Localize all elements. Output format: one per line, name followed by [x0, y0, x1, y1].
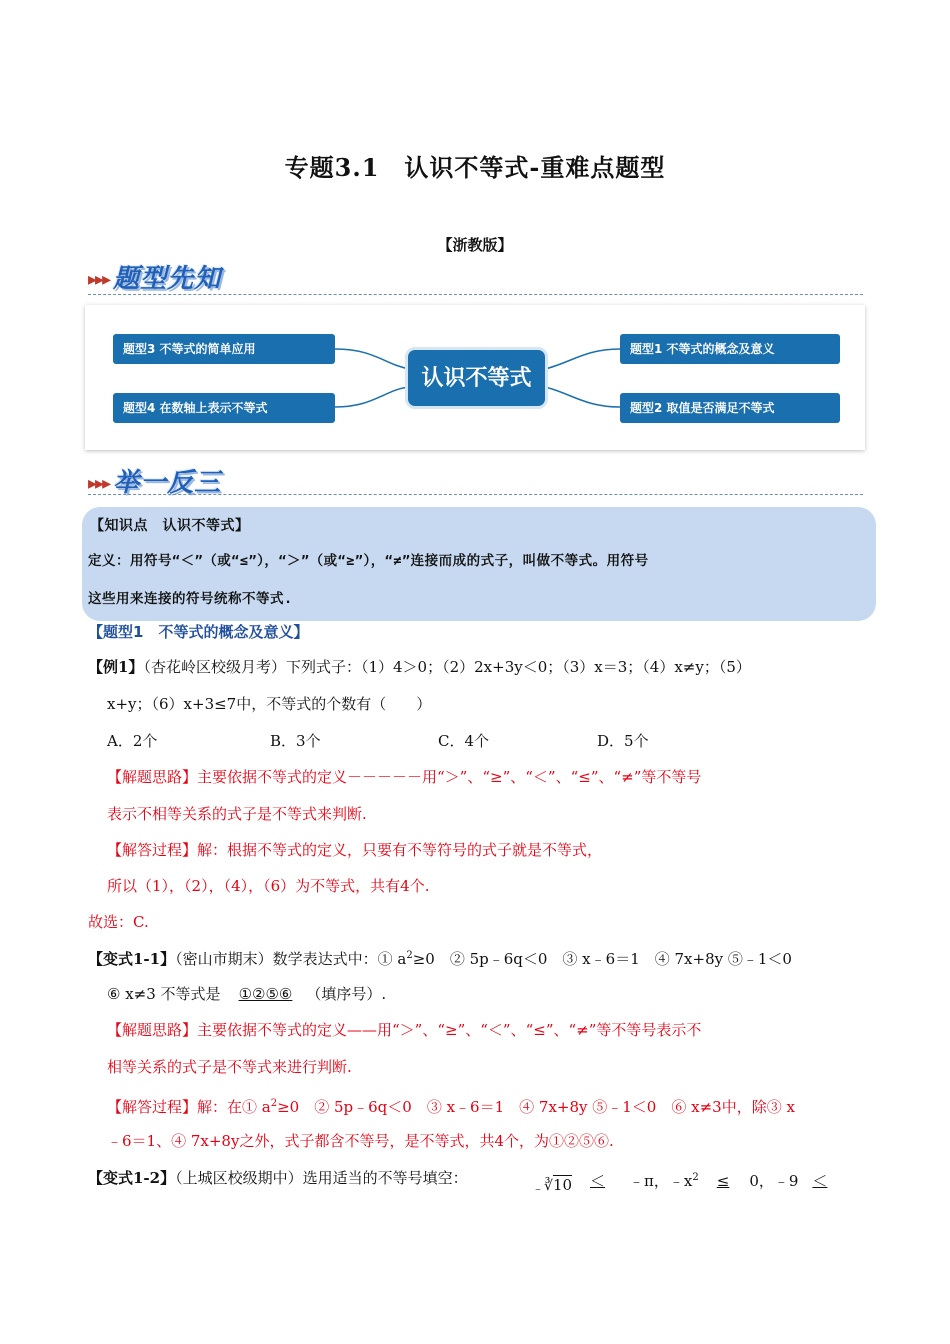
expr-after-2: 0，﹣9 — [749, 1172, 799, 1190]
idea-label: 【解题思路】 — [107, 1021, 198, 1039]
example1-idea-line1 — [107, 767, 701, 787]
mindmap-node-type2: 题型2 取值是否满足不等式 — [620, 393, 840, 423]
variant1-1-process-line1 — [107, 1094, 795, 1117]
superscript: 2 — [406, 950, 413, 961]
knowledge-definition-line2: 这些用来连接的符号统称不等式. — [88, 591, 293, 607]
idea-text: 主要依据不等式的定义——用“＞”、“≥”、“＜”、“≤”、“≠”等不等号表示不 — [197, 1021, 702, 1039]
blank-2: ≤ — [716, 1172, 730, 1190]
page-title: 专题3.1 认识不等式-重难点题型 — [284, 153, 666, 182]
variant1-2-text: （上城区校级期中）选用适当的不等号填空： — [175, 1169, 468, 1187]
example1-label: 【例1】 — [88, 658, 144, 676]
process-label: 【解答过程】 — [107, 841, 198, 859]
banner-text: 举一反三 — [113, 468, 222, 498]
banner-arrows-icon: ▸▸▸ — [88, 269, 110, 290]
variant1-1-text-b: ≥0 ② 5p﹣6q＜0 ③ x﹣6＝1 ④ 7x+8y ⑤﹣1＜0 — [412, 950, 792, 968]
example1-process-line1 — [107, 840, 602, 860]
type1-heading: 【题型1 不等式的概念及意义】 — [88, 623, 309, 641]
cube-root-icon: ∛ — [544, 1178, 553, 1194]
banner-text: 题型先知 — [113, 264, 222, 294]
mindmap-node-type4: 题型4 在数轴上表示不等式 — [113, 393, 335, 423]
variant1-1-idea-line1 — [107, 1020, 701, 1040]
banner-arrows-icon: ▸▸▸ — [88, 473, 110, 494]
process-text-a: 解：在① a — [197, 1098, 271, 1116]
mindmap-node-type3: 题型3 不等式的简单应用 — [113, 334, 335, 364]
mindmap-node-type1: 题型1 不等式的概念及意义 — [620, 334, 840, 364]
superscript: 2 — [270, 1098, 278, 1109]
variant1-1-post: （填序号）. — [306, 985, 387, 1003]
edition-label: 【浙教版】 — [437, 236, 513, 254]
process-text-b: ≥0 ② 5p﹣6q＜0 ③ x﹣6＝1 ④ 7x+8y ⑤﹣1＜0 ⑥ x≠3中，除③ x — [277, 1098, 795, 1116]
expr-after-1: ﹣π，﹣x — [629, 1172, 693, 1190]
variant1-1-idea-line2: 相等关系的式子是不等式来进行判断. — [107, 1058, 352, 1076]
knowledge-heading: 【知识点 认识不等式】 — [90, 518, 250, 534]
variant1-1-text-a: （密山市期末）数学表达式中：① a — [175, 950, 407, 968]
divider — [88, 494, 863, 495]
example1-question-line2: x+y；（6）x+3≤7中，不等式的个数有（ ） — [107, 695, 432, 713]
option-b: B．3个 — [270, 732, 321, 750]
option-d: D．5个 — [597, 732, 649, 750]
option-a: A．2个 — [107, 732, 158, 750]
example1-source: （杏花岭区校级月考）下列式子：（1）4＞0；（2） — [143, 658, 475, 676]
example1-expr: 2x+3y＜0；（3）x＝3；（4）x≠y；（5） — [474, 658, 751, 676]
variant1-2-line — [88, 1168, 468, 1188]
idea-text: 主要依据不等式的定义－－－－－用“＞”、“≥”、“＜”、“≤”、“≠”等不等号 — [197, 768, 702, 786]
answer-blank: ①②⑤⑥ — [238, 985, 293, 1003]
superscript: 2 — [692, 1172, 699, 1183]
variant1-2-expressions — [532, 1168, 847, 1198]
option-c: C．4个 — [438, 732, 490, 750]
divider — [88, 294, 863, 295]
example1-process-line2: 所以（1），（2），（4），（6）为不等式，共有4个. — [107, 877, 430, 895]
knowledge-definition-line1: 定义：用符号“＜”（或“≤”），“＞”（或“≥”），“≠”连接而成的式子，叫做不等式。用符号 — [88, 553, 649, 569]
root-prefix: ﹣ — [532, 1181, 545, 1195]
idea-label: 【解题思路】 — [107, 768, 198, 786]
example1-idea-line2: 表示不相等关系的式子是不等式来判断. — [107, 805, 367, 823]
process-label: 【解答过程】 — [107, 1098, 198, 1116]
variant1-1-label: 【变式1-1】 — [88, 950, 176, 968]
example1-question-line1 — [88, 657, 751, 677]
blank-3: ＜ — [812, 1172, 828, 1190]
variant1-1-process-line2: ﹣6＝1、④ 7x+8y之外，式子都含不等号，是不等式，共4个，为①②⑤⑥. — [107, 1132, 614, 1150]
blank-1: ＜ — [590, 1172, 606, 1190]
variant1-1-line2 — [107, 984, 386, 1004]
mindmap — [85, 305, 865, 450]
process-text: 解：根据不等式的定义，只要有不等符号的式子就是不等式， — [197, 841, 603, 859]
root-radicand: 10 — [552, 1176, 573, 1194]
banner-question-types — [88, 258, 221, 295]
variant1-2-label: 【变式1-2】 — [88, 1169, 176, 1187]
variant1-1-prompt: ⑥ x≠3 不等式是 — [107, 985, 221, 1003]
mindmap-center: 认识不等式 — [405, 347, 548, 409]
example1-answer: 故选：C. — [88, 913, 149, 931]
variant1-1-line1 — [88, 946, 792, 969]
